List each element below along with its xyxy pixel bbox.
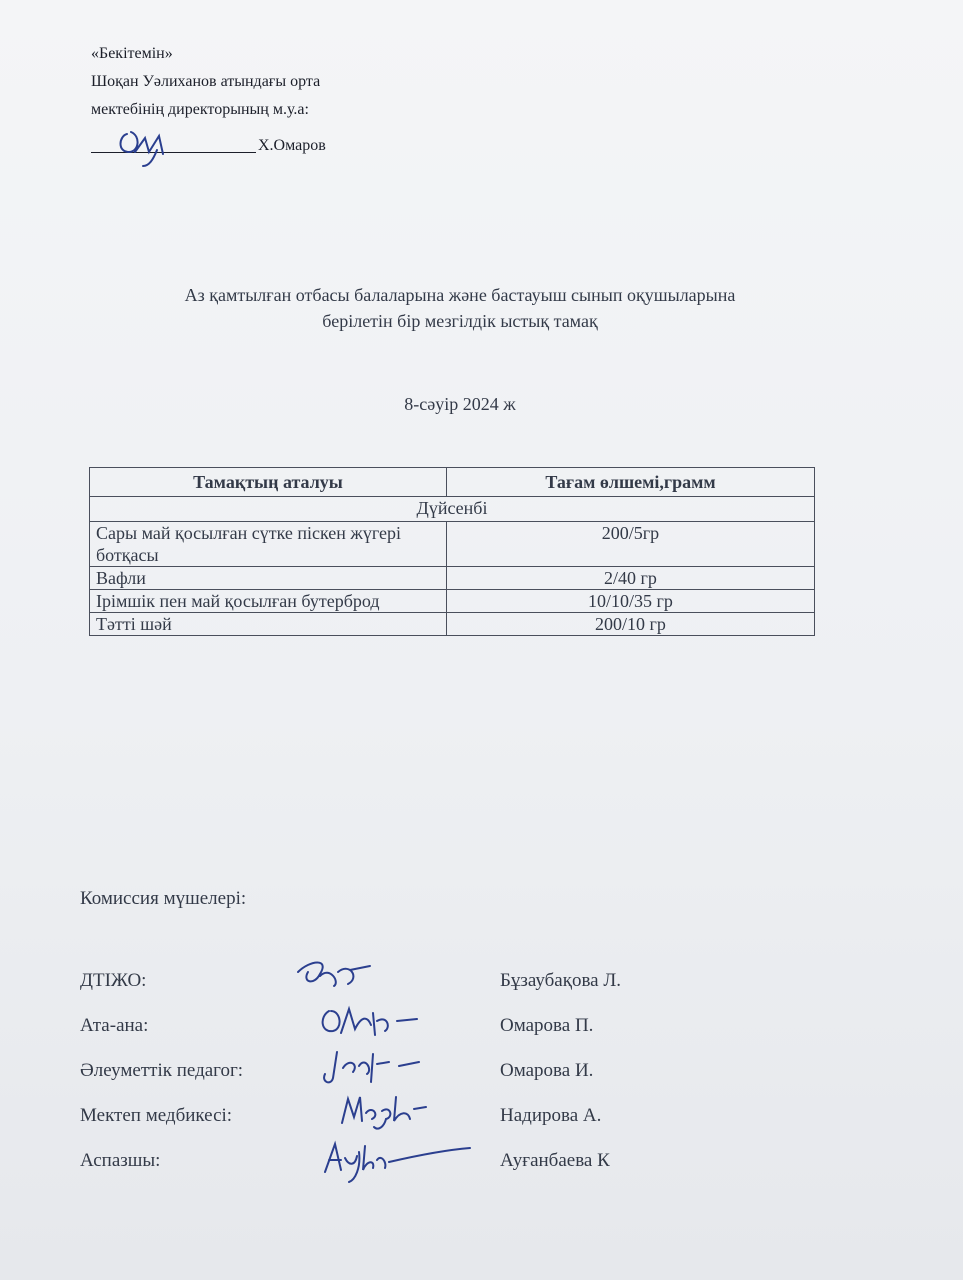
table-row (90, 613, 815, 636)
director-signature-line (91, 132, 326, 162)
document-title (90, 282, 830, 334)
member-name: Омарова И. (500, 1060, 594, 1081)
table-header-row (90, 468, 815, 497)
school-name-line: Шоқан Уәлиханов атындағы орта (91, 73, 321, 90)
dish-portion: 2/40 гр (447, 567, 815, 590)
dish-portion: 200/5гр (447, 522, 815, 567)
column-header-portion: Тағам өлшемі,грамм (447, 468, 815, 497)
member-row (80, 1150, 700, 1195)
signature-icon (330, 1087, 430, 1137)
member-name: Бұзаубақова Л. (500, 970, 622, 991)
approval-heading: «Бекітемін» (91, 45, 173, 62)
signature-icon (315, 1042, 425, 1092)
dish-name: Тәтті шәй (90, 613, 447, 636)
director-title-line: мектебінің директорының м.у.а: (91, 101, 309, 118)
table-row (90, 567, 815, 590)
commission-members (80, 970, 700, 1195)
dish-portion: 200/10 гр (447, 613, 815, 636)
director-name: Х.Омаров (258, 137, 326, 154)
member-role: Аспазшы: (80, 1150, 161, 1171)
day-row (90, 497, 815, 522)
member-role: Мектеп медбикесі: (80, 1105, 233, 1126)
menu-table (89, 467, 815, 636)
table-row (90, 522, 815, 567)
dish-portion: 10/10/35 гр (447, 590, 815, 613)
title-line-2: берілетін бір мезгілдік ыстық тамақ (322, 311, 598, 331)
signature-icon (315, 997, 425, 1047)
member-name: Ауғанбаева К (500, 1150, 610, 1171)
document-date: 8-сәуір 2024 ж (404, 394, 516, 414)
member-role: Әлеуметтік педагог: (80, 1060, 244, 1081)
director-signature-icon (113, 122, 183, 168)
approval-block (91, 40, 326, 162)
dish-name: Вафли (90, 567, 447, 590)
member-role: ДТІЖО: (80, 970, 147, 991)
dish-name: Ірімшік пен май қосылған бутерброд (90, 590, 447, 613)
signature-icon (315, 1132, 475, 1188)
table-row (90, 590, 815, 613)
member-name: Надирова А. (500, 1105, 602, 1126)
commission-title: Комиссия мүшелері: (80, 888, 247, 909)
day-label: Дүйсенбі (90, 497, 815, 522)
dish-name: Сары май қосылған сүтке піскен жүгері ботқасы (90, 522, 447, 567)
column-header-dish: Тамақтың аталуы (90, 468, 447, 497)
member-name: Омарова П. (500, 1015, 594, 1036)
signature-icon (290, 952, 380, 1002)
title-line-1: Аз қамтылған отбасы балаларына және бастауыш сынып оқушыларына (184, 285, 736, 305)
member-role: Ата-ана: (80, 1015, 149, 1036)
